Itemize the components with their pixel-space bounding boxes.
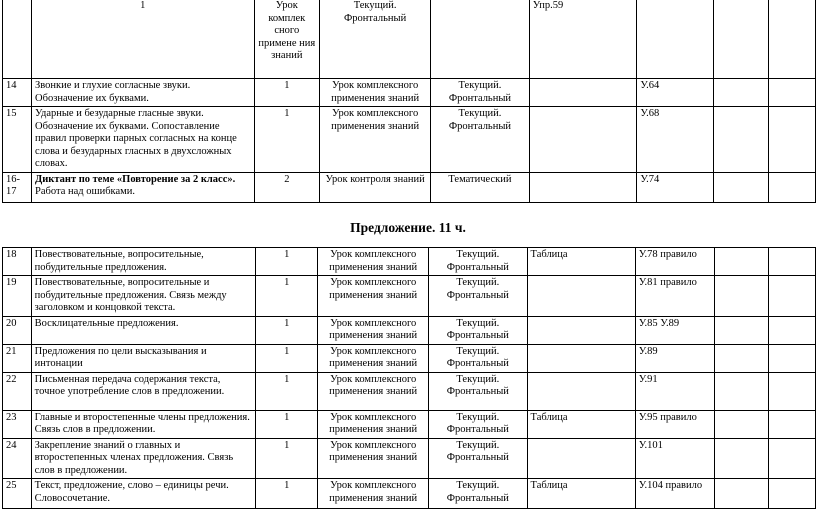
cell-empty [714, 248, 768, 276]
cell-lesson-type: Урок комплексного применения знаний [318, 479, 429, 509]
cell-lesson-type: Урок комплексного применения знаний [320, 79, 431, 107]
cell-control: Текущий. Фронтальный [429, 410, 527, 438]
table-row [3, 410, 816, 438]
cell-empty [714, 0, 768, 79]
cell-empty [714, 172, 768, 202]
cell-num: 18 [3, 248, 32, 276]
cell-homework: У.101 [635, 438, 714, 479]
cell-empty [714, 372, 768, 410]
cell-control: Текущий. Фронтальный [429, 248, 527, 276]
cell-homework: У.104 правило [635, 479, 714, 509]
cell-empty [431, 0, 530, 79]
cell-topic: Письменная передача содержания текста, точное употребление слов в предложении. [31, 372, 256, 410]
cell-empty [768, 410, 815, 438]
cell-homework: Упр.59 [529, 0, 637, 79]
cell-num: 23 [3, 410, 32, 438]
cell-control: Текущий. Фронтальный [431, 107, 530, 173]
cell-visual [527, 344, 635, 372]
cell-empty [768, 438, 815, 479]
cell-homework: У.89 [635, 344, 714, 372]
cell-empty [768, 344, 815, 372]
cell-topic: Текст, предложение, слово – единицы речи. Словосочетание. [31, 479, 256, 509]
cell-visual [527, 316, 635, 344]
cell-control: Текущий. Фронтальный [429, 372, 527, 410]
cell-topic: Повествовательные, вопросительные и побудительные предложения. Связь между заголовком и концовкой текста. [31, 276, 256, 317]
cell-num: 20 [3, 316, 32, 344]
cell-visual [529, 107, 637, 173]
cell-visual: Таблица [527, 479, 635, 509]
cell-num: 24 [3, 438, 32, 479]
cell-homework: У.64 [637, 79, 714, 107]
cell-hours: 1 [256, 276, 318, 317]
cell-topic [32, 172, 255, 202]
cell-control: Текущий. Фронтальный [320, 0, 431, 79]
cell-lesson-type: Урок комплексного применения знаний [320, 107, 431, 173]
section-heading: Предложение. 11 ч. [350, 220, 466, 235]
cell-empty [768, 372, 815, 410]
cell-lesson-type: Урок комплексного применения знаний [318, 344, 429, 372]
cell-num: 15 [3, 107, 32, 173]
cell-empty [3, 0, 32, 79]
cell-visual: Таблица [527, 248, 635, 276]
cell-hours: 1 [256, 316, 318, 344]
cell-empty [637, 0, 714, 79]
cell-empty [768, 316, 815, 344]
cell-hours: 1 [256, 438, 318, 479]
cell-num: 16-17 [3, 172, 32, 202]
cell-homework: У.78 правило [635, 248, 714, 276]
cell-hours: 1 [256, 372, 318, 410]
cell-control: Текущий. Фронтальный [429, 438, 527, 479]
cell-control: Тематический [431, 172, 530, 202]
cell-empty [714, 79, 768, 107]
cell-hours: 1 [256, 410, 318, 438]
cell-hours: 1 [32, 0, 255, 79]
cell-lesson-type: Урок комплексного применения знаний [318, 372, 429, 410]
cell-control: Текущий. Фронтальный [429, 276, 527, 317]
cell-visual [527, 276, 635, 317]
cell-control: Текущий. Фронтальный [429, 479, 527, 509]
table-row [3, 479, 816, 509]
cell-lesson-type: Урок комплексного применения знаний [318, 276, 429, 317]
cell-topic: Повествовательные, вопросительные, побудительные предложения. [31, 248, 256, 276]
table-row [3, 248, 816, 276]
cell-hours: 1 [254, 107, 320, 173]
cell-empty [714, 438, 768, 479]
lesson-plan-table-top [2, 0, 816, 203]
cell-topic: Ударные и безударные гласные звуки. Обозначение их буквами. Сопоставление правил проверки парных согласных на конце слова и безударных гласных в двухсложных словах. [32, 107, 255, 173]
table-row [3, 172, 816, 202]
cell-empty [768, 479, 815, 509]
cell-homework: У.85 У.89 [635, 316, 714, 344]
cell-empty [714, 107, 768, 173]
table-row [3, 438, 816, 479]
cell-visual [527, 372, 635, 410]
cell-lesson-type: Урок комплексного применения знаний [318, 410, 429, 438]
cell-empty [768, 79, 815, 107]
cell-visual [527, 438, 635, 479]
table-row [3, 276, 816, 317]
table-row [3, 0, 816, 79]
cell-num: 14 [3, 79, 32, 107]
cell-topic: Звонкие и глухие согласные звуки. Обозначение их буквами. [32, 79, 255, 107]
cell-empty [768, 107, 815, 173]
cell-homework: У.91 [635, 372, 714, 410]
table-row [3, 79, 816, 107]
cell-empty [768, 248, 815, 276]
cell-homework: У.74 [637, 172, 714, 202]
cell-empty [714, 316, 768, 344]
cell-topic: Закрепление знаний о главных и второстепенных членах предложения. Связь слов в предложении. [31, 438, 256, 479]
cell-hours: 1 [256, 344, 318, 372]
cell-hours: 2 [254, 172, 320, 202]
cell-topic: Предложения по цели высказывания и интонации [31, 344, 256, 372]
cell-empty [768, 276, 815, 317]
table-row [3, 316, 816, 344]
table-row [3, 344, 816, 372]
cell-hours: 1 [254, 79, 320, 107]
cell-num: 21 [3, 344, 32, 372]
dictation-rest: Работа над ошибками. [35, 186, 136, 197]
cell-lesson-type: Урок комплек сного примене ния знаний [254, 0, 320, 79]
cell-num: 19 [3, 276, 32, 317]
cell-lesson-type: Урок контроля знаний [320, 172, 431, 202]
cell-control: Текущий. Фронтальный [431, 79, 530, 107]
cell-control: Текущий. Фронтальный [429, 344, 527, 372]
cell-lesson-type: Урок комплексного применения знаний [318, 316, 429, 344]
dictation-title: Диктант по теме «Повторение за 2 класс». [35, 173, 236, 185]
cell-visual: Таблица [527, 410, 635, 438]
cell-num: 25 [3, 479, 32, 509]
cell-visual [529, 172, 637, 202]
table-row [3, 372, 816, 410]
cell-homework: У.81 правило [635, 276, 714, 317]
cell-empty [768, 0, 815, 79]
cell-empty [714, 479, 768, 509]
cell-lesson-type: Урок комплексного применения знаний [318, 248, 429, 276]
cell-num: 22 [3, 372, 32, 410]
lesson-plan-table-bottom [2, 247, 816, 509]
cell-hours: 1 [256, 248, 318, 276]
cell-empty [768, 172, 815, 202]
cell-visual [529, 79, 637, 107]
cell-topic: Главные и второстепенные члены предложения. Связь слов в предложении. [31, 410, 256, 438]
cell-empty [714, 344, 768, 372]
cell-lesson-type: Урок комплексного применения знаний [318, 438, 429, 479]
table-row [3, 107, 816, 173]
cell-control: Текущий. Фронтальный [429, 316, 527, 344]
cell-topic: Восклицательные предложения. [31, 316, 256, 344]
cell-homework: У.68 [637, 107, 714, 173]
cell-homework: У.95 правило [635, 410, 714, 438]
cell-empty [714, 276, 768, 317]
cell-empty [714, 410, 768, 438]
cell-hours: 1 [256, 479, 318, 509]
